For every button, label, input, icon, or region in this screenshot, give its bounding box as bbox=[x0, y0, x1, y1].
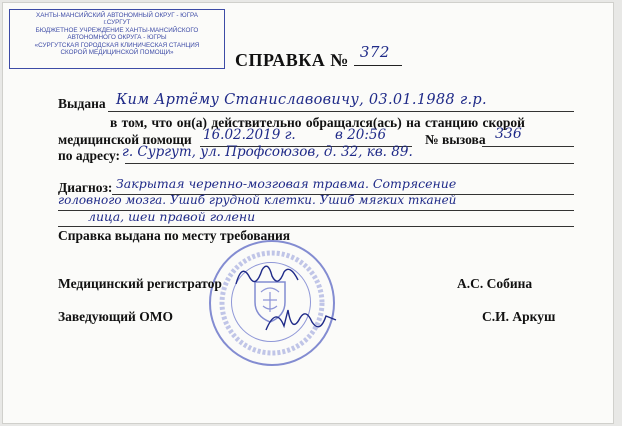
call-number-label: № вызова bbox=[425, 132, 486, 147]
stamp-line: АВТОНОМНОГО ОКРУГА - ЮГРЫ bbox=[67, 34, 167, 42]
call-date: 16.02.2019 г. bbox=[203, 127, 296, 143]
stamp-line: ХАНТЫ-МАНСИЙСКИЙ АВТОНОМНЫЙ ОКРУГ - ЮГРА bbox=[36, 12, 198, 19]
head-title: Заведующий ОМО bbox=[58, 309, 173, 324]
registrar-signature bbox=[232, 258, 302, 292]
medical-help-label: медицинской помощи bbox=[58, 132, 192, 147]
call-number-underline bbox=[482, 146, 574, 147]
institution-stamp bbox=[9, 9, 225, 69]
diagnosis-underline-3 bbox=[58, 226, 574, 227]
registrar-title: Медицинский регистратор bbox=[58, 276, 222, 291]
stamp-line: г.СУРГУТ bbox=[103, 19, 131, 27]
head-signature bbox=[262, 300, 340, 340]
issued-place-text: Справка выдана по месту требования bbox=[58, 228, 291, 243]
stamp-line: СКОРОЙ МЕДИЦИНСКОЙ ПОМОЩИ» bbox=[60, 49, 174, 57]
issued-to-value: Ким Артёму Станиславовичу, 03.01.1988 г.р. bbox=[116, 92, 487, 108]
certificate-number-line bbox=[354, 43, 402, 66]
diagnosis-line-1: Закрытая черепно-мозговая травма. Сотрясение bbox=[116, 176, 457, 191]
registrar-name: А.С. Собина bbox=[457, 276, 533, 291]
visit-statement: в том, что он(а) действительно обращался(ась) на станцию скорой bbox=[110, 115, 525, 130]
diagnosis-label: Диагноз: bbox=[58, 180, 113, 195]
call-time: в 20:56 bbox=[335, 127, 387, 143]
head-name: С.И. Аркуш bbox=[482, 309, 556, 324]
diagnosis-line-2: головного мозга. Ушиб грудной клетки. Ушиб мягких тканей bbox=[58, 193, 457, 207]
stamp-line: БЮДЖЕТНОЕ УЧРЕЖДЕНИЕ ХАНТЫ-МАНСИЙСКОГО bbox=[35, 26, 199, 34]
title-label: СПРАВКА № bbox=[235, 50, 349, 70]
document-title bbox=[235, 43, 402, 71]
call-number: 336 bbox=[495, 126, 522, 142]
issued-to-underline bbox=[108, 111, 574, 112]
issued-to-label: Выдана bbox=[58, 96, 106, 111]
address-underline bbox=[125, 163, 574, 164]
address-value: г. Сургут, ул. Профсоюзов, д. 32, кв. 89. bbox=[122, 144, 413, 160]
address-label: по адресу: bbox=[58, 148, 121, 163]
certificate-number: 372 bbox=[359, 43, 390, 61]
diagnosis-line-3: лица, шеи правой голени bbox=[88, 209, 256, 224]
stamp-line: «СУРГУТСКАЯ ГОРОДСКАЯ КЛИНИЧЕСКАЯ СТАНЦИЯ bbox=[34, 41, 200, 49]
